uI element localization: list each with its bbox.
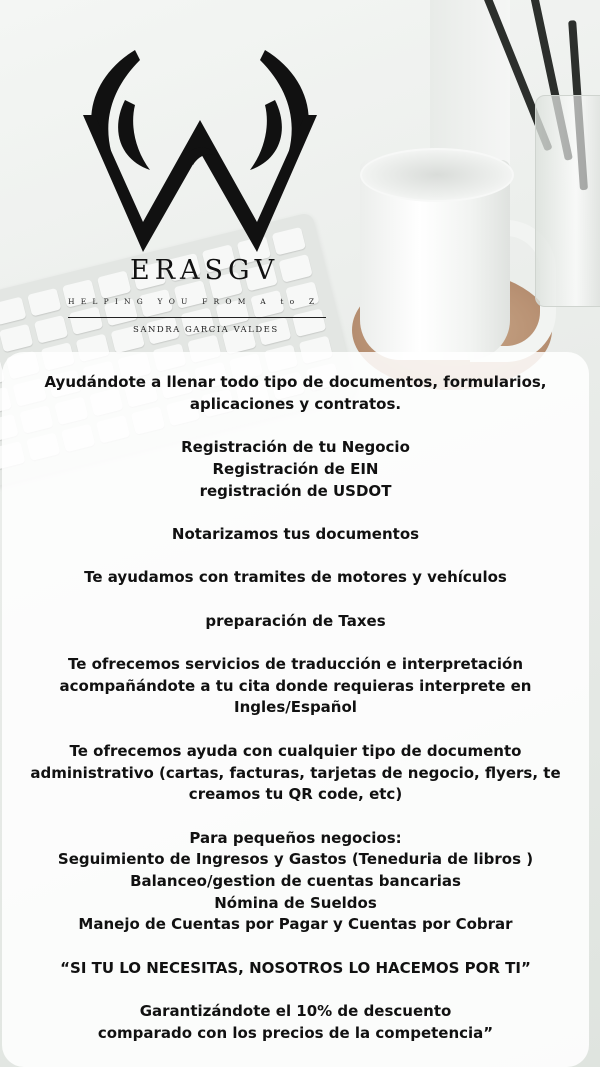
service-line: Para pequeños negocios: bbox=[189, 828, 402, 847]
pencil-jar bbox=[535, 95, 600, 307]
service-section bbox=[2, 524, 589, 546]
owner-name: SANDRA GARCIA VALDES bbox=[133, 325, 279, 335]
service-line: Ingles/Español bbox=[234, 698, 357, 717]
service-line: Ayudándote a llenar todo tipo de documentos, formularios, bbox=[44, 373, 547, 391]
service-line: administrativo (cartas, facturas, tarjetas de negocio, flyers, te bbox=[30, 763, 561, 782]
keyboard-key bbox=[27, 288, 61, 317]
service-line: creamos tu QR code, etc) bbox=[188, 785, 403, 804]
brand-tagline: HELPING YOU FROM A to Z bbox=[68, 297, 321, 306]
divider bbox=[68, 317, 326, 318]
service-line: Registración de tu Negocio bbox=[181, 438, 410, 457]
service-line: Manejo de Cuentas por Pagar y Cuentas por Cobrar bbox=[78, 915, 513, 934]
service-section bbox=[2, 654, 589, 719]
service-line: acompañándote a tu cita donde requieras interprete en bbox=[59, 676, 532, 695]
services-list bbox=[2, 372, 589, 1066]
service-line: preparación de Taxes bbox=[205, 611, 386, 630]
service-section bbox=[2, 611, 589, 633]
service-line: Te ofrecemos ayuda con cualquier tipo de documento bbox=[69, 741, 522, 760]
service-line: Garantizándote el 10% de descuento bbox=[139, 1002, 452, 1021]
service-section bbox=[2, 958, 589, 980]
service-line: Te ayudamos con tramites de motores y vehículos bbox=[84, 568, 507, 587]
service-line: Registración de EIN bbox=[212, 459, 379, 478]
keyboard-key bbox=[34, 315, 68, 344]
service-line: aplicaciones y contratos. bbox=[189, 394, 402, 413]
keyboard-key bbox=[0, 324, 33, 353]
service-line: Te ofrecemos servicios de traducción e interpretación bbox=[67, 655, 524, 674]
service-line: Balanceo/gestion de cuentas bancarias bbox=[130, 872, 461, 891]
service-line: comparado con los precios de la competencia” bbox=[97, 1023, 494, 1042]
service-section bbox=[2, 567, 589, 589]
mug-rim bbox=[360, 148, 514, 202]
service-section bbox=[2, 828, 589, 937]
brand-name: ERASGV bbox=[130, 255, 280, 286]
service-section bbox=[2, 372, 589, 415]
service-line: registración de USDOT bbox=[199, 481, 392, 500]
service-line: “SI TU LO NECESITAS, NOSOTROS LO HACEMOS POR TI” bbox=[60, 958, 531, 977]
service-section bbox=[2, 741, 589, 806]
service-section bbox=[2, 437, 589, 502]
service-section bbox=[2, 1001, 589, 1044]
service-line: Nómina de Sueldos bbox=[214, 893, 377, 912]
keyboard-key bbox=[0, 297, 27, 326]
service-line: Seguimiento de Ingresos y Gastos (Teneduria de libros ) bbox=[57, 850, 534, 869]
service-line: Notarizamos tus documentos bbox=[171, 524, 420, 543]
